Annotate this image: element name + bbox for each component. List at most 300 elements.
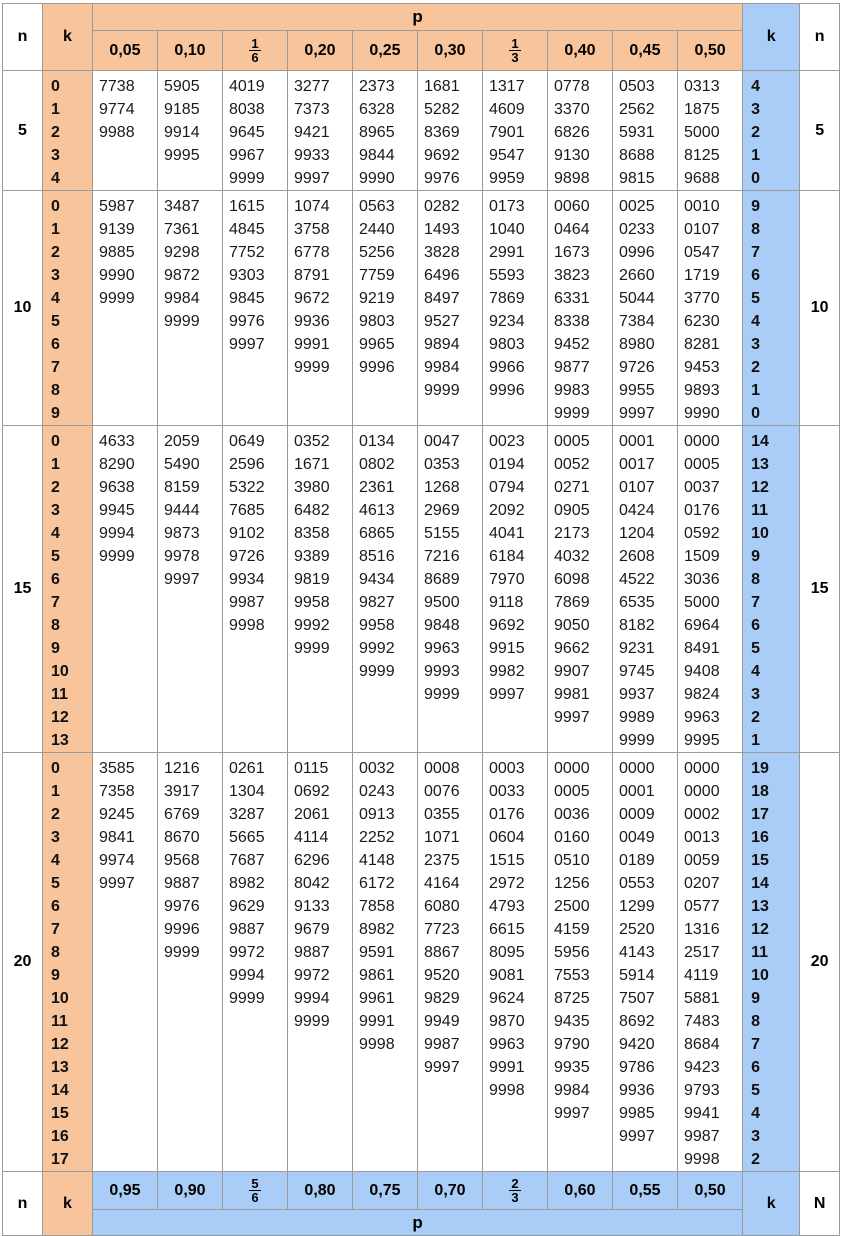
prob-column bbox=[93, 426, 158, 753]
block-n-label: 5 bbox=[3, 71, 43, 191]
prob-column bbox=[418, 426, 483, 753]
header-p-value bbox=[288, 31, 353, 71]
prob-value: 9914 bbox=[164, 124, 200, 141]
prob-value: 1681 bbox=[424, 78, 460, 95]
k-value: 6 bbox=[751, 617, 761, 634]
prob-value: 9999 bbox=[359, 663, 395, 680]
footer-p-value bbox=[483, 1172, 548, 1210]
prob-value: 9935 bbox=[554, 1059, 590, 1076]
prob-value: 8516 bbox=[359, 548, 395, 565]
prob-value: 9991 bbox=[294, 336, 330, 353]
block-n-label-right: 20 bbox=[800, 753, 840, 1172]
prob-value: 9873 bbox=[164, 525, 200, 542]
prob-column bbox=[678, 426, 743, 753]
prob-value: 0000 bbox=[684, 760, 720, 777]
p-value-label: 0,55 bbox=[629, 1181, 661, 1199]
prob-value: 9966 bbox=[489, 359, 525, 376]
prob-value: 9961 bbox=[359, 990, 395, 1007]
prob-value: 8982 bbox=[229, 875, 265, 892]
p-value-label: 0,40 bbox=[564, 41, 596, 59]
prob-value: 1875 bbox=[684, 101, 720, 118]
prob-value: 8042 bbox=[294, 875, 330, 892]
prob-value: 9726 bbox=[229, 548, 265, 565]
block-k-left bbox=[43, 426, 93, 753]
k-value: 2 bbox=[51, 479, 60, 496]
prob-value: 0000 bbox=[554, 760, 590, 777]
prob-value: 9992 bbox=[294, 617, 330, 634]
footer-p-value bbox=[678, 1172, 743, 1210]
prob-value: 9568 bbox=[164, 852, 200, 869]
prob-value: 9996 bbox=[164, 921, 200, 938]
prob-value: 2972 bbox=[489, 875, 525, 892]
prob-value: 1493 bbox=[424, 221, 460, 238]
prob-value: 8791 bbox=[294, 267, 330, 284]
prob-value: 9989 bbox=[619, 709, 655, 726]
prob-value: 9231 bbox=[619, 640, 655, 657]
k-value: 4 bbox=[51, 290, 60, 307]
k-value: 0 bbox=[51, 198, 60, 215]
k-value: 1 bbox=[751, 382, 761, 399]
p-value-label: 0,30 bbox=[434, 41, 466, 59]
prob-value: 9898 bbox=[554, 170, 590, 187]
prob-value: 0510 bbox=[554, 852, 590, 869]
prob-value: 0604 bbox=[489, 829, 525, 846]
prob-value: 9219 bbox=[359, 290, 395, 307]
prob-value: 9624 bbox=[489, 990, 525, 1007]
k-value: 3 bbox=[751, 101, 761, 118]
prob-value: 0353 bbox=[424, 456, 460, 473]
header-p-value bbox=[678, 31, 743, 71]
prob-value: 0000 bbox=[684, 783, 720, 800]
prob-value: 8358 bbox=[294, 525, 330, 542]
k-value: 2 bbox=[751, 124, 761, 141]
binomial-distribution-table bbox=[2, 3, 840, 1236]
prob-value: 9245 bbox=[99, 806, 135, 823]
prob-value: 2061 bbox=[294, 806, 330, 823]
k-value: 7 bbox=[51, 921, 60, 938]
prob-value: 6482 bbox=[294, 502, 330, 519]
header-p-value bbox=[613, 31, 678, 71]
prob-value: 3770 bbox=[684, 290, 720, 307]
k-value: 10 bbox=[51, 990, 69, 1007]
k-value: 13 bbox=[51, 1059, 69, 1076]
prob-value: 5000 bbox=[684, 594, 720, 611]
prob-value: 9999 bbox=[424, 686, 460, 703]
prob-value: 6964 bbox=[684, 617, 720, 634]
prob-value: 9972 bbox=[294, 967, 330, 984]
k-value: 14 bbox=[51, 1082, 69, 1099]
k-value: 0 bbox=[751, 405, 761, 422]
prob-value: 9990 bbox=[359, 170, 395, 187]
prob-value: 2092 bbox=[489, 502, 525, 519]
prob-value: 7759 bbox=[359, 267, 395, 284]
prob-value: 0000 bbox=[684, 433, 720, 450]
k-value: 3 bbox=[751, 686, 761, 703]
k-value: 3 bbox=[51, 267, 60, 284]
prob-value: 0547 bbox=[684, 244, 720, 261]
prob-value: 0134 bbox=[359, 433, 395, 450]
k-value: 4 bbox=[751, 78, 761, 95]
prob-value: 9999 bbox=[294, 1013, 330, 1030]
prob-value: 6865 bbox=[359, 525, 395, 542]
prob-value: 1256 bbox=[554, 875, 590, 892]
prob-value: 0233 bbox=[619, 221, 655, 238]
prob-value: 4609 bbox=[489, 101, 525, 118]
k-value: 5 bbox=[751, 640, 761, 657]
prob-value: 0649 bbox=[229, 433, 265, 450]
prob-value: 8980 bbox=[619, 336, 655, 353]
prob-value: 1040 bbox=[489, 221, 525, 238]
prob-value: 1316 bbox=[684, 921, 720, 938]
prob-value: 6769 bbox=[164, 806, 200, 823]
prob-value: 4845 bbox=[229, 221, 265, 238]
prob-value: 0001 bbox=[619, 783, 655, 800]
prob-value: 9629 bbox=[229, 898, 265, 915]
prob-value: 9848 bbox=[424, 617, 460, 634]
prob-value: 7752 bbox=[229, 244, 265, 261]
prob-value: 8369 bbox=[424, 124, 460, 141]
k-value: 6 bbox=[51, 571, 60, 588]
k-value: 0 bbox=[51, 433, 60, 450]
prob-value: 9992 bbox=[359, 640, 395, 657]
prob-value: 9995 bbox=[684, 732, 720, 749]
prob-value: 9819 bbox=[294, 571, 330, 588]
prob-value: 9999 bbox=[164, 313, 200, 330]
k-value: 10 bbox=[751, 525, 769, 542]
prob-value: 9976 bbox=[424, 170, 460, 187]
prob-value: 9745 bbox=[619, 663, 655, 680]
prob-value: 9408 bbox=[684, 663, 720, 680]
prob-value: 9999 bbox=[294, 359, 330, 376]
prob-value: 9997 bbox=[489, 686, 525, 703]
prob-value: 9803 bbox=[489, 336, 525, 353]
header-p-value bbox=[483, 31, 548, 71]
prob-value: 0001 bbox=[619, 433, 655, 450]
prob-value: 9999 bbox=[424, 382, 460, 399]
prob-value: 9420 bbox=[619, 1036, 655, 1053]
prob-value: 9844 bbox=[359, 147, 395, 164]
footer-k: k bbox=[43, 1172, 93, 1236]
prob-value: 1071 bbox=[424, 829, 460, 846]
k-value: 5 bbox=[51, 548, 60, 565]
prob-column bbox=[223, 191, 288, 426]
prob-value: 2373 bbox=[359, 78, 395, 95]
prob-value: 9958 bbox=[359, 617, 395, 634]
prob-value: 4613 bbox=[359, 502, 395, 519]
prob-column bbox=[353, 426, 418, 753]
prob-value: 0243 bbox=[359, 783, 395, 800]
prob-value: 8688 bbox=[619, 147, 655, 164]
k-value: 6 bbox=[751, 1059, 761, 1076]
k-value: 8 bbox=[751, 221, 761, 238]
block-row-n5 bbox=[3, 71, 840, 191]
k-value: 10 bbox=[51, 663, 69, 680]
prob-value: 0107 bbox=[619, 479, 655, 496]
prob-value: 0503 bbox=[619, 78, 655, 95]
footer-p-value bbox=[223, 1172, 288, 1210]
prob-value: 0553 bbox=[619, 875, 655, 892]
prob-column bbox=[483, 71, 548, 191]
k-value: 14 bbox=[751, 875, 769, 892]
prob-value: 8290 bbox=[99, 456, 135, 473]
prob-value: 6615 bbox=[489, 921, 525, 938]
k-value: 4 bbox=[751, 663, 761, 680]
footer-p-value bbox=[93, 1172, 158, 1210]
prob-value: 9997 bbox=[619, 1128, 655, 1145]
k-value: 1 bbox=[751, 732, 761, 749]
prob-column bbox=[678, 71, 743, 191]
prob-value: 9965 bbox=[359, 336, 395, 353]
prob-value: 0282 bbox=[424, 198, 460, 215]
prob-value: 0032 bbox=[359, 760, 395, 777]
prob-column bbox=[418, 191, 483, 426]
prob-value: 0160 bbox=[554, 829, 590, 846]
prob-value: 0173 bbox=[489, 198, 525, 215]
k-value: 9 bbox=[751, 198, 761, 215]
k-value: 4 bbox=[51, 525, 60, 542]
prob-value: 0424 bbox=[619, 502, 655, 519]
prob-value: 6098 bbox=[554, 571, 590, 588]
k-value: 1 bbox=[51, 101, 60, 118]
prob-column bbox=[223, 753, 288, 1172]
block-n-label: 20 bbox=[3, 753, 43, 1172]
prob-value: 7553 bbox=[554, 967, 590, 984]
k-value: 16 bbox=[51, 1128, 69, 1145]
prob-value: 0996 bbox=[619, 244, 655, 261]
prob-value: 0464 bbox=[554, 221, 590, 238]
prob-column bbox=[353, 71, 418, 191]
prob-value: 5914 bbox=[619, 967, 655, 984]
prob-column bbox=[483, 753, 548, 1172]
prob-value: 9967 bbox=[229, 147, 265, 164]
prob-value: 9803 bbox=[359, 313, 395, 330]
prob-column bbox=[158, 426, 223, 753]
k-value: 11 bbox=[751, 944, 769, 961]
prob-value: 9997 bbox=[554, 1105, 590, 1122]
prob-value: 5905 bbox=[164, 78, 200, 95]
prob-value: 5256 bbox=[359, 244, 395, 261]
block-n-label: 10 bbox=[3, 191, 43, 426]
prob-value: 7216 bbox=[424, 548, 460, 565]
prob-value: 5044 bbox=[619, 290, 655, 307]
prob-value: 3585 bbox=[99, 760, 135, 777]
k-value: 2 bbox=[751, 1151, 761, 1168]
k-value: 4 bbox=[51, 170, 60, 187]
prob-value: 2059 bbox=[164, 433, 200, 450]
prob-value: 8281 bbox=[684, 336, 720, 353]
prob-value: 9303 bbox=[229, 267, 265, 284]
prob-value: 6080 bbox=[424, 898, 460, 915]
prob-value: 6328 bbox=[359, 101, 395, 118]
prob-value: 0059 bbox=[684, 852, 720, 869]
prob-value: 9984 bbox=[424, 359, 460, 376]
prob-value: 9421 bbox=[294, 124, 330, 141]
p-value-label: 0,45 bbox=[629, 41, 661, 59]
p-value-label: 0,90 bbox=[174, 1181, 206, 1199]
prob-value: 0802 bbox=[359, 456, 395, 473]
prob-value: 2596 bbox=[229, 456, 265, 473]
prob-value: 4164 bbox=[424, 875, 460, 892]
header-p-value bbox=[548, 31, 613, 71]
prob-value: 9786 bbox=[619, 1059, 655, 1076]
prob-value: 9824 bbox=[684, 686, 720, 703]
prob-column bbox=[158, 71, 223, 191]
prob-column bbox=[418, 71, 483, 191]
k-value: 12 bbox=[751, 479, 769, 496]
k-value: 6 bbox=[51, 336, 60, 353]
footer-right-k: k bbox=[743, 1172, 800, 1236]
prob-value: 1615 bbox=[229, 198, 265, 215]
prob-value: 0003 bbox=[489, 760, 525, 777]
prob-value: 6535 bbox=[619, 594, 655, 611]
k-value: 1 bbox=[751, 147, 761, 164]
prob-value: 9453 bbox=[684, 359, 720, 376]
prob-value: 0355 bbox=[424, 806, 460, 823]
prob-value: 7685 bbox=[229, 502, 265, 519]
prob-value: 7738 bbox=[99, 78, 135, 95]
prob-value: 9999 bbox=[229, 170, 265, 187]
prob-value: 9726 bbox=[619, 359, 655, 376]
prob-value: 4633 bbox=[99, 433, 135, 450]
p-value-label: 0,75 bbox=[369, 1181, 401, 1199]
prob-value: 4041 bbox=[489, 525, 525, 542]
prob-column bbox=[548, 71, 613, 191]
prob-value: 9999 bbox=[229, 990, 265, 1007]
prob-value: 3917 bbox=[164, 783, 200, 800]
block-n-label-right: 10 bbox=[800, 191, 840, 426]
prob-value: 7858 bbox=[359, 898, 395, 915]
prob-column bbox=[678, 191, 743, 426]
footer-right-n: N bbox=[800, 1172, 840, 1236]
k-value: 5 bbox=[751, 1082, 761, 1099]
block-k-left bbox=[43, 71, 93, 191]
k-value: 5 bbox=[51, 313, 60, 330]
prob-value: 1216 bbox=[164, 760, 200, 777]
prob-value: 2991 bbox=[489, 244, 525, 261]
p-value-label: 0,50 bbox=[694, 1181, 726, 1199]
k-value: 18 bbox=[751, 783, 769, 800]
prob-value: 0008 bbox=[424, 760, 460, 777]
prob-value: 0194 bbox=[489, 456, 525, 473]
prob-value: 0025 bbox=[619, 198, 655, 215]
prob-value: 0033 bbox=[489, 783, 525, 800]
prob-column bbox=[613, 753, 678, 1172]
prob-value: 9887 bbox=[294, 944, 330, 961]
prob-value: 0692 bbox=[294, 783, 330, 800]
prob-value: 9915 bbox=[489, 640, 525, 657]
footer-p-value bbox=[353, 1172, 418, 1210]
prob-value: 9118 bbox=[489, 594, 524, 611]
prob-value: 0577 bbox=[684, 898, 720, 915]
prob-value: 4119 bbox=[684, 967, 719, 984]
prob-value: 9845 bbox=[229, 290, 265, 307]
prob-value: 9974 bbox=[99, 852, 135, 869]
prob-value: 0005 bbox=[554, 783, 590, 800]
header-right-n: n bbox=[800, 4, 840, 71]
fraction: $\frac{1}{3}$ bbox=[511, 36, 519, 65]
prob-value: 9993 bbox=[424, 663, 460, 680]
prob-value: 9423 bbox=[684, 1059, 720, 1076]
prob-value: 9997 bbox=[164, 571, 200, 588]
footer-p-value bbox=[418, 1172, 483, 1210]
prob-column bbox=[353, 191, 418, 426]
prob-column bbox=[418, 753, 483, 1172]
prob-value: 0913 bbox=[359, 806, 395, 823]
prob-value: 9958 bbox=[294, 594, 330, 611]
prob-value: 8182 bbox=[619, 617, 655, 634]
k-value: 19 bbox=[751, 760, 769, 777]
prob-value: 4793 bbox=[489, 898, 525, 915]
prob-value: 1317 bbox=[489, 78, 525, 95]
prob-column bbox=[483, 426, 548, 753]
prob-column bbox=[158, 191, 223, 426]
k-value: 16 bbox=[751, 829, 769, 846]
k-value: 3 bbox=[751, 1128, 761, 1145]
k-value: 17 bbox=[51, 1151, 69, 1168]
prob-value: 4143 bbox=[619, 944, 655, 961]
prob-value: 8497 bbox=[424, 290, 460, 307]
k-value: 12 bbox=[751, 921, 769, 938]
prob-value: 9972 bbox=[229, 944, 265, 961]
k-value: 7 bbox=[751, 244, 761, 261]
k-value: 12 bbox=[51, 709, 69, 726]
prob-value: 1673 bbox=[554, 244, 590, 261]
prob-value: 0107 bbox=[684, 221, 720, 238]
prob-value: 9999 bbox=[99, 548, 135, 565]
k-value: 8 bbox=[751, 571, 761, 588]
prob-value: 9963 bbox=[424, 640, 460, 657]
prob-value: 9994 bbox=[99, 525, 135, 542]
prob-value: 9997 bbox=[229, 336, 265, 353]
k-value: 3 bbox=[51, 829, 60, 846]
p-value-label: 0,70 bbox=[434, 1181, 466, 1199]
k-value: 4 bbox=[751, 1105, 761, 1122]
prob-value: 9692 bbox=[489, 617, 525, 634]
prob-column bbox=[288, 753, 353, 1172]
k-value: 0 bbox=[51, 760, 60, 777]
k-value: 10 bbox=[751, 967, 769, 984]
prob-column bbox=[93, 191, 158, 426]
prob-value: 0017 bbox=[619, 456, 655, 473]
k-value: 1 bbox=[51, 456, 60, 473]
p-value-label: 0,80 bbox=[304, 1181, 336, 1199]
prob-value: 5490 bbox=[164, 456, 200, 473]
prob-value: 0010 bbox=[684, 198, 720, 215]
prob-column bbox=[613, 71, 678, 191]
prob-value: 8125 bbox=[684, 147, 720, 164]
prob-value: 8095 bbox=[489, 944, 525, 961]
prob-column bbox=[548, 426, 613, 753]
k-value: 3 bbox=[51, 502, 60, 519]
prob-value: 9934 bbox=[229, 571, 265, 588]
prob-value: 5665 bbox=[229, 829, 265, 846]
fraction: $\frac{1}{6}$ bbox=[251, 36, 259, 65]
prob-value: 7507 bbox=[619, 990, 655, 1007]
footer-p-value bbox=[288, 1172, 353, 1210]
prob-value: 7361 bbox=[164, 221, 200, 238]
prob-value: 2520 bbox=[619, 921, 655, 938]
prob-value: 7970 bbox=[489, 571, 525, 588]
prob-value: 9893 bbox=[684, 382, 720, 399]
prob-value: 9991 bbox=[489, 1059, 525, 1076]
k-value: 3 bbox=[51, 147, 60, 164]
prob-column bbox=[548, 191, 613, 426]
block-n-label: 15 bbox=[3, 426, 43, 753]
prob-value: 1509 bbox=[684, 548, 720, 565]
prob-value: 2440 bbox=[359, 221, 395, 238]
prob-value: 5322 bbox=[229, 479, 265, 496]
k-value: 8 bbox=[751, 1013, 761, 1030]
